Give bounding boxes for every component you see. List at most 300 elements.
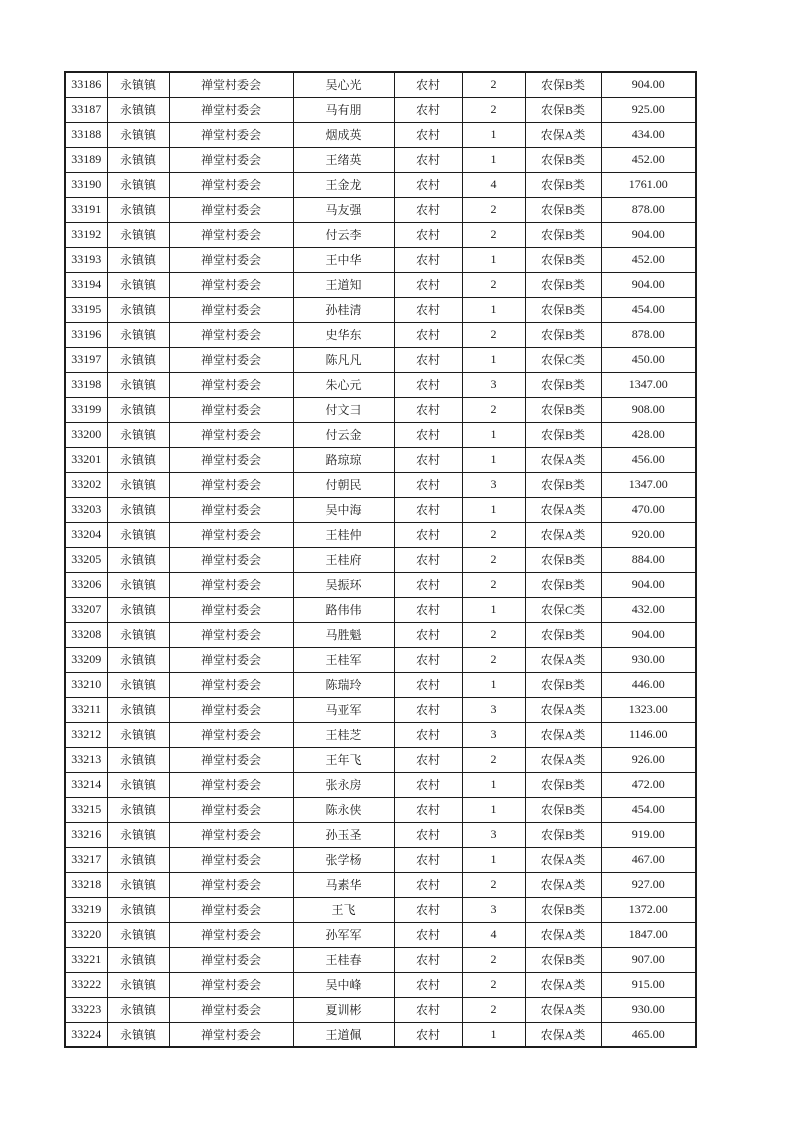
table-row — [65, 797, 696, 822]
cell-person_count: 1 — [462, 147, 525, 172]
table-row — [65, 322, 696, 347]
cell-village_committee: 禅堂村委会 — [169, 97, 293, 122]
cell-name: 王桂府 — [293, 547, 394, 572]
cell-village_committee: 禅堂村委会 — [169, 547, 293, 572]
cell-residence_type: 农村 — [394, 522, 462, 547]
cell-residence_type: 农村 — [394, 747, 462, 772]
cell-village_committee: 禅堂村委会 — [169, 122, 293, 147]
cell-insurance_category: 农保B类 — [525, 322, 601, 347]
cell-record_id: 33191 — [65, 197, 107, 222]
cell-insurance_category: 农保A类 — [525, 697, 601, 722]
cell-record_id: 33207 — [65, 597, 107, 622]
cell-residence_type: 农村 — [394, 197, 462, 222]
cell-residence_type: 农村 — [394, 297, 462, 322]
cell-residence_type: 农村 — [394, 447, 462, 472]
cell-village_committee: 禅堂村委会 — [169, 922, 293, 947]
cell-record_id: 33189 — [65, 147, 107, 172]
cell-town: 永镇镇 — [107, 472, 169, 497]
cell-residence_type: 农村 — [394, 547, 462, 572]
cell-person_count: 3 — [462, 472, 525, 497]
table-row — [65, 1022, 696, 1047]
cell-amount: 1847.00 — [601, 922, 696, 947]
cell-record_id: 33205 — [65, 547, 107, 572]
cell-person_count: 3 — [462, 722, 525, 747]
table-row — [65, 347, 696, 372]
cell-person_count: 1 — [462, 672, 525, 697]
cell-record_id: 33186 — [65, 72, 107, 97]
cell-amount: 428.00 — [601, 422, 696, 447]
cell-town: 永镇镇 — [107, 422, 169, 447]
cell-amount: 930.00 — [601, 647, 696, 672]
table-row — [65, 897, 696, 922]
cell-residence_type: 农村 — [394, 697, 462, 722]
cell-person_count: 2 — [462, 322, 525, 347]
cell-name: 付朝民 — [293, 472, 394, 497]
cell-name: 朱心元 — [293, 372, 394, 397]
cell-record_id: 33211 — [65, 697, 107, 722]
cell-person_count: 4 — [462, 922, 525, 947]
cell-name: 陈瑞玲 — [293, 672, 394, 697]
cell-person_count: 4 — [462, 172, 525, 197]
cell-residence_type: 农村 — [394, 897, 462, 922]
cell-insurance_category: 农保B类 — [525, 572, 601, 597]
cell-residence_type: 农村 — [394, 147, 462, 172]
cell-town: 永镇镇 — [107, 772, 169, 797]
cell-residence_type: 农村 — [394, 122, 462, 147]
table-row — [65, 372, 696, 397]
cell-person_count: 2 — [462, 397, 525, 422]
cell-residence_type: 农村 — [394, 972, 462, 997]
cell-town: 永镇镇 — [107, 1022, 169, 1047]
cell-town: 永镇镇 — [107, 122, 169, 147]
cell-record_id: 33224 — [65, 1022, 107, 1047]
cell-person_count: 2 — [462, 72, 525, 97]
cell-village_committee: 禅堂村委会 — [169, 297, 293, 322]
cell-town: 永镇镇 — [107, 372, 169, 397]
cell-village_committee: 禅堂村委会 — [169, 947, 293, 972]
cell-insurance_category: 农保B类 — [525, 622, 601, 647]
cell-person_count: 2 — [462, 272, 525, 297]
cell-record_id: 33188 — [65, 122, 107, 147]
cell-amount: 925.00 — [601, 97, 696, 122]
cell-village_committee: 禅堂村委会 — [169, 172, 293, 197]
cell-record_id: 33217 — [65, 847, 107, 872]
cell-name: 孙军军 — [293, 922, 394, 947]
cell-person_count: 1 — [462, 772, 525, 797]
cell-village_committee: 禅堂村委会 — [169, 872, 293, 897]
cell-record_id: 33214 — [65, 772, 107, 797]
cell-person_count: 1 — [462, 422, 525, 447]
cell-amount: 465.00 — [601, 1022, 696, 1047]
cell-residence_type: 农村 — [394, 347, 462, 372]
cell-amount: 450.00 — [601, 347, 696, 372]
cell-name: 马亚军 — [293, 697, 394, 722]
cell-record_id: 33198 — [65, 372, 107, 397]
cell-insurance_category: 农保B类 — [525, 397, 601, 422]
cell-person_count: 1 — [462, 847, 525, 872]
cell-name: 吴中海 — [293, 497, 394, 522]
cell-village_committee: 禅堂村委会 — [169, 897, 293, 922]
cell-record_id: 33192 — [65, 222, 107, 247]
cell-residence_type: 农村 — [394, 172, 462, 197]
cell-person_count: 2 — [462, 547, 525, 572]
cell-amount: 904.00 — [601, 272, 696, 297]
cell-town: 永镇镇 — [107, 172, 169, 197]
cell-name: 吴心光 — [293, 72, 394, 97]
cell-residence_type: 农村 — [394, 247, 462, 272]
cell-record_id: 33219 — [65, 897, 107, 922]
cell-insurance_category: 农保A类 — [525, 647, 601, 672]
cell-residence_type: 农村 — [394, 322, 462, 347]
cell-insurance_category: 农保B类 — [525, 222, 601, 247]
table-row — [65, 972, 696, 997]
table-row — [65, 947, 696, 972]
cell-person_count: 1 — [462, 447, 525, 472]
cell-residence_type: 农村 — [394, 572, 462, 597]
table-row — [65, 572, 696, 597]
cell-village_committee: 禅堂村委会 — [169, 597, 293, 622]
cell-town: 永镇镇 — [107, 647, 169, 672]
table-row — [65, 397, 696, 422]
cell-amount: 1761.00 — [601, 172, 696, 197]
cell-insurance_category: 农保A类 — [525, 1022, 601, 1047]
cell-insurance_category: 农保B类 — [525, 247, 601, 272]
cell-record_id: 33190 — [65, 172, 107, 197]
cell-town: 永镇镇 — [107, 322, 169, 347]
cell-record_id: 33199 — [65, 397, 107, 422]
cell-town: 永镇镇 — [107, 997, 169, 1022]
cell-village_committee: 禅堂村委会 — [169, 747, 293, 772]
cell-residence_type: 农村 — [394, 272, 462, 297]
cell-record_id: 33210 — [65, 672, 107, 697]
table-row — [65, 547, 696, 572]
cell-town: 永镇镇 — [107, 697, 169, 722]
cell-amount: 1372.00 — [601, 897, 696, 922]
cell-record_id: 33204 — [65, 522, 107, 547]
cell-town: 永镇镇 — [107, 147, 169, 172]
cell-person_count: 1 — [462, 1022, 525, 1047]
cell-record_id: 33200 — [65, 422, 107, 447]
cell-town: 永镇镇 — [107, 347, 169, 372]
cell-village_committee: 禅堂村委会 — [169, 722, 293, 747]
cell-village_committee: 禅堂村委会 — [169, 622, 293, 647]
cell-town: 永镇镇 — [107, 297, 169, 322]
cell-name: 张永房 — [293, 772, 394, 797]
table-row — [65, 847, 696, 872]
cell-town: 永镇镇 — [107, 822, 169, 847]
cell-amount: 878.00 — [601, 197, 696, 222]
cell-person_count: 1 — [462, 122, 525, 147]
cell-record_id: 33212 — [65, 722, 107, 747]
cell-town: 永镇镇 — [107, 497, 169, 522]
cell-residence_type: 农村 — [394, 872, 462, 897]
cell-town: 永镇镇 — [107, 222, 169, 247]
cell-amount: 434.00 — [601, 122, 696, 147]
cell-record_id: 33208 — [65, 622, 107, 647]
cell-residence_type: 农村 — [394, 922, 462, 947]
table-row — [65, 922, 696, 947]
cell-name: 王桂军 — [293, 647, 394, 672]
cell-person_count: 2 — [462, 747, 525, 772]
cell-person_count: 1 — [462, 347, 525, 372]
cell-person_count: 2 — [462, 622, 525, 647]
cell-insurance_category: 农保A类 — [525, 997, 601, 1022]
table-row — [65, 997, 696, 1022]
cell-village_committee: 禅堂村委会 — [169, 497, 293, 522]
cell-amount: 454.00 — [601, 797, 696, 822]
cell-amount: 884.00 — [601, 547, 696, 572]
cell-village_committee: 禅堂村委会 — [169, 972, 293, 997]
cell-town: 永镇镇 — [107, 622, 169, 647]
cell-amount: 907.00 — [601, 947, 696, 972]
cell-village_committee: 禅堂村委会 — [169, 247, 293, 272]
cell-residence_type: 农村 — [394, 797, 462, 822]
cell-name: 马有朋 — [293, 97, 394, 122]
cell-residence_type: 农村 — [394, 672, 462, 697]
cell-town: 永镇镇 — [107, 747, 169, 772]
cell-residence_type: 农村 — [394, 597, 462, 622]
cell-amount: 919.00 — [601, 822, 696, 847]
cell-amount: 472.00 — [601, 772, 696, 797]
table-row — [65, 772, 696, 797]
cell-insurance_category: 农保A类 — [525, 872, 601, 897]
cell-name: 王年飞 — [293, 747, 394, 772]
cell-name: 王中华 — [293, 247, 394, 272]
cell-village_committee: 禅堂村委会 — [169, 397, 293, 422]
cell-insurance_category: 农保B类 — [525, 272, 601, 297]
cell-insurance_category: 农保A类 — [525, 747, 601, 772]
cell-record_id: 33218 — [65, 872, 107, 897]
cell-residence_type: 农村 — [394, 372, 462, 397]
cell-amount: 908.00 — [601, 397, 696, 422]
cell-name: 孙桂清 — [293, 297, 394, 322]
cell-town: 永镇镇 — [107, 897, 169, 922]
cell-name: 张学杨 — [293, 847, 394, 872]
cell-town: 永镇镇 — [107, 97, 169, 122]
cell-residence_type: 农村 — [394, 847, 462, 872]
cell-town: 永镇镇 — [107, 922, 169, 947]
cell-person_count: 2 — [462, 972, 525, 997]
cell-name: 陈永侠 — [293, 797, 394, 822]
cell-village_committee: 禅堂村委会 — [169, 1022, 293, 1047]
cell-amount: 920.00 — [601, 522, 696, 547]
cell-residence_type: 农村 — [394, 72, 462, 97]
cell-person_count: 2 — [462, 647, 525, 672]
cell-town: 永镇镇 — [107, 272, 169, 297]
cell-amount: 452.00 — [601, 147, 696, 172]
cell-insurance_category: 农保A类 — [525, 722, 601, 747]
cell-person_count: 3 — [462, 822, 525, 847]
table-row — [65, 272, 696, 297]
table-row — [65, 872, 696, 897]
cell-amount: 904.00 — [601, 222, 696, 247]
table-row — [65, 247, 696, 272]
cell-insurance_category: 农保A类 — [525, 447, 601, 472]
cell-town: 永镇镇 — [107, 197, 169, 222]
cell-residence_type: 农村 — [394, 772, 462, 797]
table-row — [65, 72, 696, 97]
insurance-roster-table — [64, 71, 697, 1048]
cell-name: 烟成英 — [293, 122, 394, 147]
cell-person_count: 1 — [462, 297, 525, 322]
cell-person_count: 3 — [462, 372, 525, 397]
cell-insurance_category: 农保A类 — [525, 847, 601, 872]
cell-residence_type: 农村 — [394, 472, 462, 497]
cell-name: 吴振环 — [293, 572, 394, 597]
cell-insurance_category: 农保B类 — [525, 897, 601, 922]
cell-village_committee: 禅堂村委会 — [169, 147, 293, 172]
cell-record_id: 33215 — [65, 797, 107, 822]
cell-name: 王桂芝 — [293, 722, 394, 747]
cell-insurance_category: 农保A类 — [525, 122, 601, 147]
cell-name: 付云李 — [293, 222, 394, 247]
cell-residence_type: 农村 — [394, 222, 462, 247]
cell-amount: 878.00 — [601, 322, 696, 347]
cell-insurance_category: 农保B类 — [525, 97, 601, 122]
cell-person_count: 1 — [462, 497, 525, 522]
cell-insurance_category: 农保A类 — [525, 972, 601, 997]
cell-village_committee: 禅堂村委会 — [169, 422, 293, 447]
cell-insurance_category: 农保B类 — [525, 797, 601, 822]
cell-village_committee: 禅堂村委会 — [169, 347, 293, 372]
cell-residence_type: 农村 — [394, 647, 462, 672]
cell-town: 永镇镇 — [107, 597, 169, 622]
cell-record_id: 33197 — [65, 347, 107, 372]
table-row — [65, 647, 696, 672]
cell-insurance_category: 农保B类 — [525, 547, 601, 572]
cell-record_id: 33203 — [65, 497, 107, 522]
cell-record_id: 33202 — [65, 472, 107, 497]
table-row — [65, 822, 696, 847]
cell-amount: 1146.00 — [601, 722, 696, 747]
cell-residence_type: 农村 — [394, 422, 462, 447]
cell-insurance_category: 农保B类 — [525, 472, 601, 497]
cell-record_id: 33196 — [65, 322, 107, 347]
cell-insurance_category: 农保B类 — [525, 72, 601, 97]
cell-name: 吴中峰 — [293, 972, 394, 997]
cell-amount: 470.00 — [601, 497, 696, 522]
cell-insurance_category: 农保B类 — [525, 947, 601, 972]
cell-name: 王金龙 — [293, 172, 394, 197]
cell-name: 陈凡凡 — [293, 347, 394, 372]
cell-village_committee: 禅堂村委会 — [169, 822, 293, 847]
cell-town: 永镇镇 — [107, 572, 169, 597]
table-row — [65, 222, 696, 247]
table-row — [65, 122, 696, 147]
cell-residence_type: 农村 — [394, 997, 462, 1022]
cell-record_id: 33206 — [65, 572, 107, 597]
cell-amount: 904.00 — [601, 72, 696, 97]
table-row — [65, 97, 696, 122]
cell-insurance_category: 农保C类 — [525, 597, 601, 622]
cell-town: 永镇镇 — [107, 547, 169, 572]
cell-person_count: 2 — [462, 197, 525, 222]
cell-village_committee: 禅堂村委会 — [169, 847, 293, 872]
cell-village_committee: 禅堂村委会 — [169, 697, 293, 722]
cell-town: 永镇镇 — [107, 797, 169, 822]
cell-town: 永镇镇 — [107, 447, 169, 472]
cell-amount: 452.00 — [601, 247, 696, 272]
cell-town: 永镇镇 — [107, 247, 169, 272]
cell-residence_type: 农村 — [394, 722, 462, 747]
cell-town: 永镇镇 — [107, 72, 169, 97]
cell-village_committee: 禅堂村委会 — [169, 997, 293, 1022]
cell-record_id: 33220 — [65, 922, 107, 947]
cell-village_committee: 禅堂村委会 — [169, 647, 293, 672]
table-row — [65, 147, 696, 172]
cell-name: 史华东 — [293, 322, 394, 347]
cell-village_committee: 禅堂村委会 — [169, 197, 293, 222]
table-row — [65, 597, 696, 622]
cell-name: 孙玉圣 — [293, 822, 394, 847]
cell-name: 付文彐 — [293, 397, 394, 422]
cell-insurance_category: 农保B类 — [525, 372, 601, 397]
cell-insurance_category: 农保B类 — [525, 172, 601, 197]
cell-person_count: 2 — [462, 872, 525, 897]
cell-insurance_category: 农保C类 — [525, 347, 601, 372]
table-row — [65, 447, 696, 472]
cell-town: 永镇镇 — [107, 947, 169, 972]
cell-person_count: 1 — [462, 797, 525, 822]
cell-name: 付云金 — [293, 422, 394, 447]
cell-person_count: 3 — [462, 897, 525, 922]
cell-insurance_category: 农保A类 — [525, 922, 601, 947]
cell-record_id: 33222 — [65, 972, 107, 997]
cell-person_count: 3 — [462, 697, 525, 722]
cell-insurance_category: 农保B类 — [525, 822, 601, 847]
cell-person_count: 2 — [462, 97, 525, 122]
table-row — [65, 622, 696, 647]
cell-insurance_category: 农保B类 — [525, 147, 601, 172]
cell-amount: 432.00 — [601, 597, 696, 622]
cell-person_count: 2 — [462, 947, 525, 972]
cell-record_id: 33209 — [65, 647, 107, 672]
cell-village_committee: 禅堂村委会 — [169, 447, 293, 472]
cell-record_id: 33193 — [65, 247, 107, 272]
cell-town: 永镇镇 — [107, 972, 169, 997]
cell-residence_type: 农村 — [394, 622, 462, 647]
cell-name: 路琼琼 — [293, 447, 394, 472]
cell-village_committee: 禅堂村委会 — [169, 522, 293, 547]
cell-residence_type: 农村 — [394, 822, 462, 847]
cell-amount: 1347.00 — [601, 472, 696, 497]
table-row — [65, 497, 696, 522]
cell-residence_type: 农村 — [394, 97, 462, 122]
cell-village_committee: 禅堂村委会 — [169, 672, 293, 697]
cell-village_committee: 禅堂村委会 — [169, 272, 293, 297]
cell-village_committee: 禅堂村委会 — [169, 72, 293, 97]
cell-record_id: 33195 — [65, 297, 107, 322]
cell-village_committee: 禅堂村委会 — [169, 772, 293, 797]
table-row — [65, 422, 696, 447]
cell-name: 王道知 — [293, 272, 394, 297]
table-row — [65, 297, 696, 322]
cell-amount: 930.00 — [601, 997, 696, 1022]
cell-amount: 926.00 — [601, 747, 696, 772]
cell-residence_type: 农村 — [394, 947, 462, 972]
cell-name: 马素华 — [293, 872, 394, 897]
cell-amount: 927.00 — [601, 872, 696, 897]
cell-name: 路伟伟 — [293, 597, 394, 622]
cell-amount: 1347.00 — [601, 372, 696, 397]
cell-person_count: 2 — [462, 522, 525, 547]
cell-insurance_category: 农保B类 — [525, 422, 601, 447]
table-row — [65, 172, 696, 197]
cell-person_count: 2 — [462, 572, 525, 597]
cell-person_count: 1 — [462, 597, 525, 622]
cell-name: 夏训彬 — [293, 997, 394, 1022]
cell-insurance_category: 农保B类 — [525, 772, 601, 797]
